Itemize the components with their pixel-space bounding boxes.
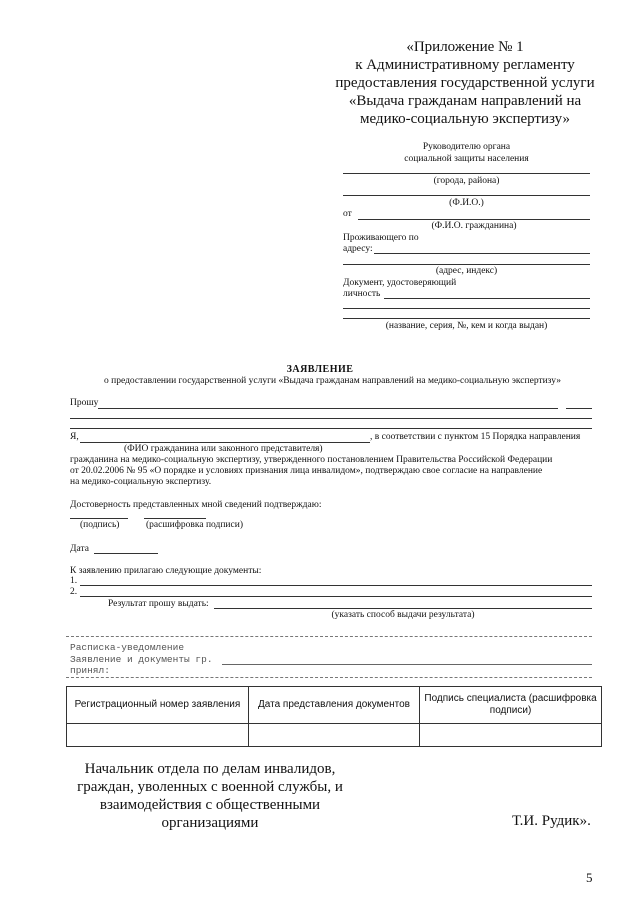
applicant-fio-hint: (ФИО гражданина или законного представителя) bbox=[124, 444, 323, 454]
signature-field[interactable] bbox=[70, 518, 128, 519]
appendix-header bbox=[320, 38, 610, 128]
page-number: 5 bbox=[586, 870, 593, 885]
id-document-field[interactable] bbox=[384, 298, 590, 299]
city-field[interactable] bbox=[343, 173, 590, 174]
head-fio-hint: (Ф.И.О.) bbox=[449, 198, 484, 208]
address-field-2[interactable] bbox=[343, 264, 590, 265]
request-field-tail[interactable] bbox=[566, 408, 592, 409]
date-field[interactable] bbox=[94, 553, 158, 554]
body-line-3: на медико-социальную экспертизу. bbox=[70, 477, 212, 487]
result-method-field[interactable] bbox=[214, 608, 592, 609]
submit-date-cell[interactable] bbox=[248, 724, 419, 747]
attachment-2-number: 2. bbox=[70, 587, 78, 597]
request-label: Прошу bbox=[70, 398, 99, 408]
receipt-line-1: Заявление и документы гр. bbox=[70, 654, 213, 665]
reg-number-header: Регистрационный номер заявления bbox=[67, 687, 249, 724]
attachment-1-field[interactable] bbox=[80, 585, 592, 586]
body-line-2: от 20.02.2006 № 95 «О порядке и условиях признания лица инвалидом», подтверждаю свое согласие на направление bbox=[70, 466, 543, 476]
city-hint: (города, района) bbox=[433, 176, 500, 186]
request-field-3[interactable] bbox=[70, 428, 592, 429]
application-subtitle: о предоставлении государственной услуги «Выдача гражданам направлений на медико-социальную экспертизу» bbox=[104, 376, 561, 386]
signoff-block bbox=[60, 760, 360, 832]
address-hint: (адрес, индекс) bbox=[435, 266, 498, 276]
address-label: адресу: bbox=[343, 244, 373, 254]
id-document-field-3[interactable] bbox=[343, 318, 590, 319]
signoff-line-4: организациями bbox=[161, 815, 259, 831]
doc-label-1: Документ, удостоверяющий bbox=[343, 278, 457, 288]
date-label: Дата bbox=[70, 544, 89, 554]
result-label: Результат прошу выдать: bbox=[108, 599, 209, 609]
attachments-label: К заявлению прилагаю следующие документы: bbox=[70, 566, 262, 576]
attachment-2-field[interactable] bbox=[80, 596, 592, 597]
from-label: от bbox=[343, 209, 352, 219]
applicant-fio-field[interactable] bbox=[80, 442, 370, 443]
application-title: ЗАЯВЛЕНИЕ bbox=[286, 364, 354, 375]
specialist-signature-cell[interactable] bbox=[420, 724, 602, 747]
cut-line bbox=[66, 636, 592, 637]
addressee-line-2: социальной защиты населения bbox=[404, 154, 529, 164]
registration-table-header bbox=[67, 687, 602, 724]
residing-label: Проживающего по bbox=[343, 233, 419, 243]
signoff-line-2: граждан, уволенных с военной службы, и bbox=[77, 779, 343, 795]
i-tail: , в соответствии с пунктом 15 Порядка направления bbox=[370, 432, 581, 442]
signature-decode-hint: (расшифровка подписи) bbox=[146, 520, 243, 530]
i-label: Я, bbox=[70, 432, 79, 442]
receipt-divider bbox=[66, 677, 592, 678]
body-line-1: гражданина на медико-социальную экспертизу, утвержденного постановлением Правительства Российской Федерации bbox=[70, 455, 553, 465]
submit-date-header: Дата представления документов bbox=[248, 687, 419, 724]
signature-hint: (подпись) bbox=[80, 520, 120, 530]
signature-decode-field[interactable] bbox=[144, 518, 206, 519]
signoff-line-1: Начальник отдела по делам инвалидов, bbox=[84, 761, 336, 777]
result-method-hint: (указать способ выдачи результата) bbox=[331, 610, 475, 620]
citizen-fio-hint: (Ф.И.О. гражданина) bbox=[431, 221, 517, 231]
id-document-field-2[interactable] bbox=[343, 308, 590, 309]
request-field[interactable] bbox=[98, 408, 558, 409]
header-line-3: предоставления государственной услуги bbox=[335, 75, 595, 91]
addressee-line-1: Руководителю органа bbox=[422, 142, 511, 152]
signoff-line-3: взаимодействия с общественными bbox=[99, 797, 321, 813]
signer-name: Т.И. Рудик». bbox=[512, 813, 591, 829]
registration-table bbox=[66, 686, 602, 747]
attachment-1-number: 1. bbox=[70, 576, 78, 586]
receipt-citizen-field[interactable] bbox=[222, 664, 592, 665]
reg-number-cell[interactable] bbox=[67, 724, 249, 747]
receipt-line-2: принял: bbox=[70, 665, 110, 676]
header-line-1: «Приложение № 1 bbox=[406, 39, 524, 55]
header-line-4: «Выдача гражданам направлений на bbox=[348, 93, 582, 109]
head-fio-field[interactable] bbox=[343, 195, 590, 196]
header-line-2: к Административному регламенту bbox=[355, 57, 575, 73]
header-line-5: медико-социальную экспертизу» bbox=[359, 111, 570, 127]
specialist-signature-header: Подпись специалиста (расшифровка подписи) bbox=[420, 687, 602, 724]
address-field[interactable] bbox=[374, 253, 590, 254]
receipt-title: Расписка-уведомление bbox=[70, 642, 185, 653]
registration-table-row bbox=[67, 724, 602, 747]
request-field-2[interactable] bbox=[70, 418, 592, 419]
doc-label-2: личность bbox=[343, 289, 381, 299]
id-document-hint: (название, серия, №, кем и когда выдан) bbox=[385, 321, 548, 331]
citizen-fio-field[interactable] bbox=[358, 219, 590, 220]
confirm-text: Достоверность представленных мной сведений подтверждаю: bbox=[70, 500, 322, 510]
